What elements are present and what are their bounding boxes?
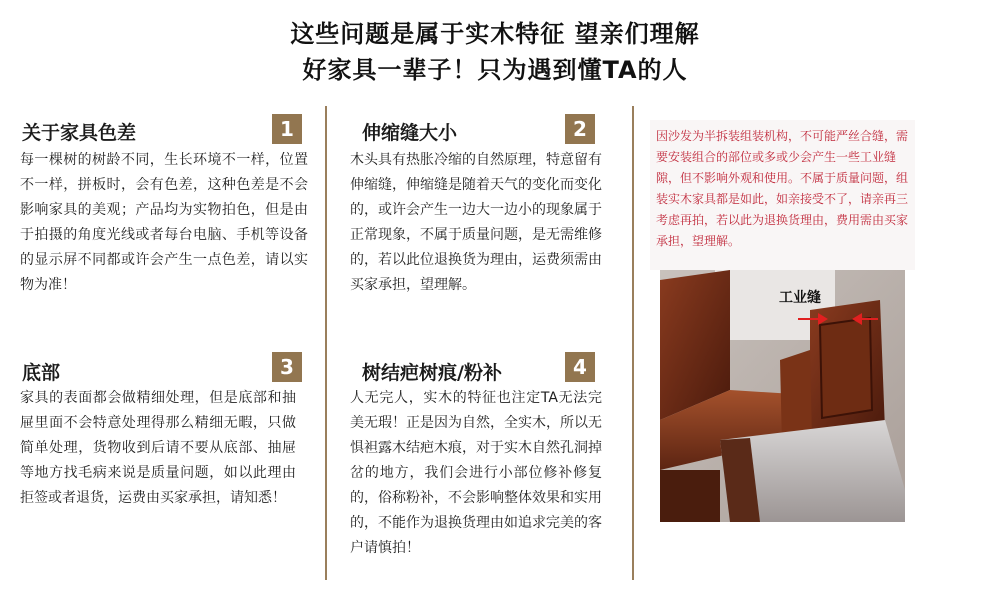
gap-arrows: [798, 308, 888, 330]
column-divider-right: [632, 106, 634, 580]
column-divider-left: [325, 106, 327, 580]
section-body-expansion-gap: 木头具有热胀冷缩的自然原理，特意留有伸缩缝，伸缩缝是随着天气的变化而变化的，或许会产生一边大一边小的现象属于正常现象，不属于质量问题，是无需维修的，若以此位退换货为理由，运费须需由买家承担，望理解。: [350, 152, 602, 293]
assembly-gap-note: 因沙发为半拆装组装机构，不可能严丝合缝，需要安装组合的部位或多或少会产生一些工业缝隙，但不影响外观和使用。不属于质量问题，组装实木家具都是如此，如亲接受不了，请亲再三考虑再拍，若以此为退换货理由，费用需由买家承担，望理解。: [656, 129, 909, 248]
section-body-color-difference: 每一棵树的树龄不同，生长环境不一样，位置不一样，拼板时，会有色差，这种色差是不会影响家具的美观；产品均为实物拍色，但是由于拍摄的角度光线或者每台电脑、手机等设备的显示屏不同都或许会产生一点色差，请以实物为准！: [20, 152, 308, 293]
arrow-left-icon: [852, 313, 862, 325]
arrow-right-icon: [818, 313, 828, 325]
section-body-wood-knots: 人无完人，实木的特征也注定TA无法完美无瑕！正是因为自然，全实木，所以无惧袒露木结疤木痕，对于实木自然孔洞掉岔的地方，我们会进行小部位修补修复的，俗称粉补，不会影响整体效果和实用的，不能作为退换货理由如追求完美的客户请慎拍！: [350, 390, 602, 556]
section-title-color-difference: 关于家具色差: [22, 122, 137, 144]
section-title-bottom: 底部: [22, 362, 61, 384]
section-number-badge: 3: [272, 352, 302, 382]
industrial-gap-label: 工业缝: [779, 290, 821, 306]
section-number-badge: 2: [565, 114, 595, 144]
section-body-bottom: 家具的表面都会做精细处理，但是底部和抽屉里面不会特意处理得那么精细无暇，只做简单处理，货物收到后请不要从底部、抽屉等地方找毛病来说是质量问题，如以此理由拒签或者退货，运费由买家承担，请知悉！: [20, 390, 296, 506]
section-number-badge: 4: [565, 352, 595, 382]
headline-line-2: 好家具一辈子！只为遇到懂TA的人: [302, 56, 688, 84]
section-title-wood-knots: 树结疤树痕/粉补: [362, 362, 502, 384]
section-title-expansion-gap: 伸缩缝大小: [362, 122, 458, 144]
headline-line-1: 这些问题是属于实木特征 望亲们理解: [290, 20, 700, 48]
section-number-badge: 1: [272, 114, 302, 144]
